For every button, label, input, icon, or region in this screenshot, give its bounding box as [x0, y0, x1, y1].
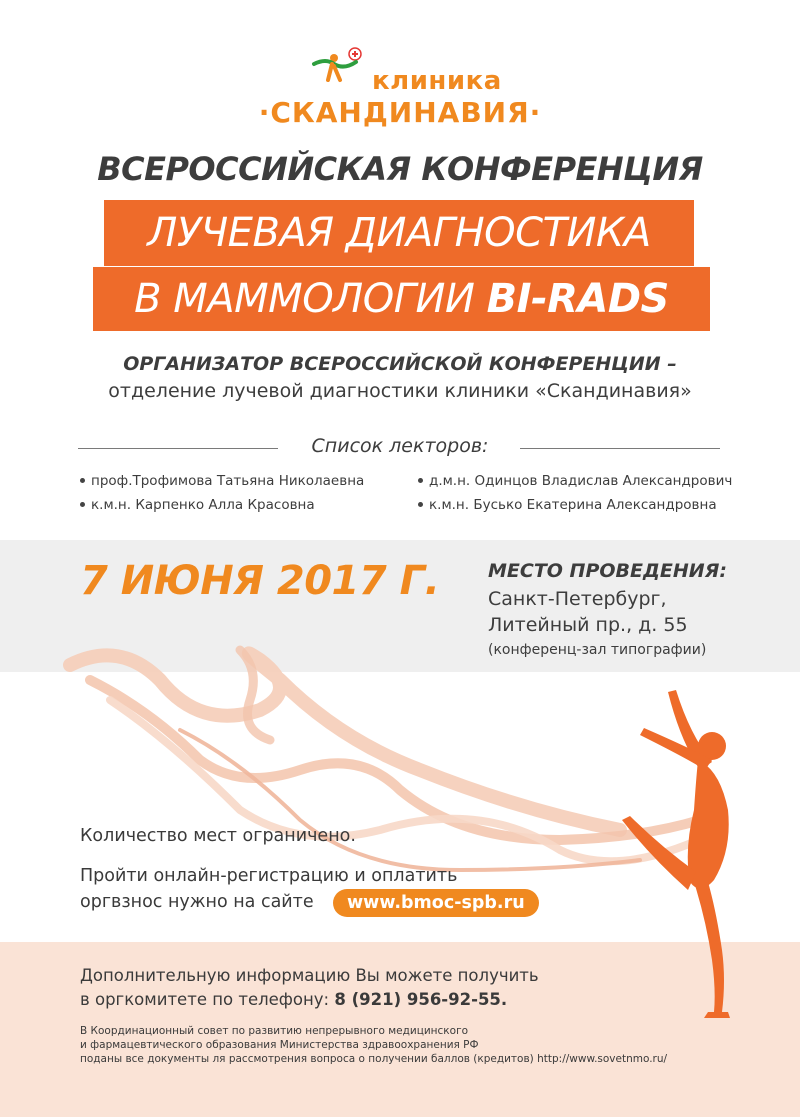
registration-url-link[interactable]: www.bmoc-spb.ru	[333, 889, 539, 917]
venue-label: МЕСТО ПРОВЕДЕНИЯ:	[488, 560, 727, 582]
bullet-icon	[80, 502, 85, 507]
bullet-icon	[80, 478, 85, 483]
venue-hall: (конференц-зал типографии)	[488, 642, 707, 658]
contact-info-line2	[80, 990, 507, 1009]
venue-city: Санкт-Петербург,	[488, 588, 667, 610]
conference-title-line2-text: В МАММОЛОГИИ	[134, 276, 487, 322]
lecturer-item	[80, 497, 315, 513]
footnote-line1: В Координационный совет по развитию непрерывного медицинского	[80, 1025, 469, 1037]
lecturer-item	[418, 497, 717, 513]
clinic-logo-figure-icon	[310, 44, 370, 90]
lecturer-name: к.м.н. Бусько Екатерина Александровна	[429, 497, 717, 513]
contact-phone-label: в оргкомитете по телефону:	[80, 990, 335, 1009]
contact-info-line1: Дополнительную информацию Вы можете получить	[80, 966, 539, 985]
lecturer-name: проф.Трофимова Татьяна Николаевна	[91, 473, 365, 489]
bullet-icon	[418, 502, 423, 507]
clinic-logo	[0, 44, 800, 134]
lecturers-title: Список лекторов:	[311, 435, 489, 457]
lecturer-name: к.м.н. Карпенко Алла Красовна	[91, 497, 315, 513]
clinic-logo-word: клиника	[372, 66, 502, 96]
conference-title-line1: ЛУЧЕВАЯ ДИАГНОСТИКА	[104, 200, 694, 266]
footnote-line3: поданы все документы ля рассмотрения вопроса о получении баллов (кредитов) http://www.sovetnmo.ru/	[80, 1053, 668, 1065]
event-date: 7 ИЮНЯ 2017 Г.	[80, 558, 440, 604]
conference-title-line2	[93, 267, 710, 331]
lecturer-item	[80, 473, 364, 489]
organizer-department: отделение лучевой диагностики клиники «Скандинавия»	[108, 380, 692, 402]
lecturer-name: д.м.н. Одинцов Владислав Александрович	[429, 473, 733, 489]
conference-kicker: ВСЕРОССИЙСКАЯ КОНФЕРЕНЦИЯ	[97, 150, 703, 188]
organizer-heading: ОРГАНИЗАТОР ВСЕРОССИЙСКОЙ КОНФЕРЕНЦИИ –	[123, 353, 677, 375]
registration-text-line1: Пройти онлайн-регистрацию и оплатить	[80, 866, 458, 886]
conference-title-birads: BI-RADS	[486, 276, 669, 322]
footnote-line2: и фармацевтического образования Министерства здравоохранения РФ	[80, 1039, 479, 1051]
lecturer-item	[418, 473, 732, 489]
contact-phone-number: 8 (921) 956-92-55.	[334, 990, 508, 1009]
registration-text-line2: оргвзнос нужно на сайте	[80, 892, 314, 912]
bullet-icon	[418, 478, 423, 483]
clinic-logo-name: ·СКАНДИНАВИЯ·	[258, 96, 542, 129]
venue-street: Литейный пр., д. 55	[488, 614, 688, 636]
limited-seats-notice: Количество мест ограничено.	[80, 826, 356, 846]
